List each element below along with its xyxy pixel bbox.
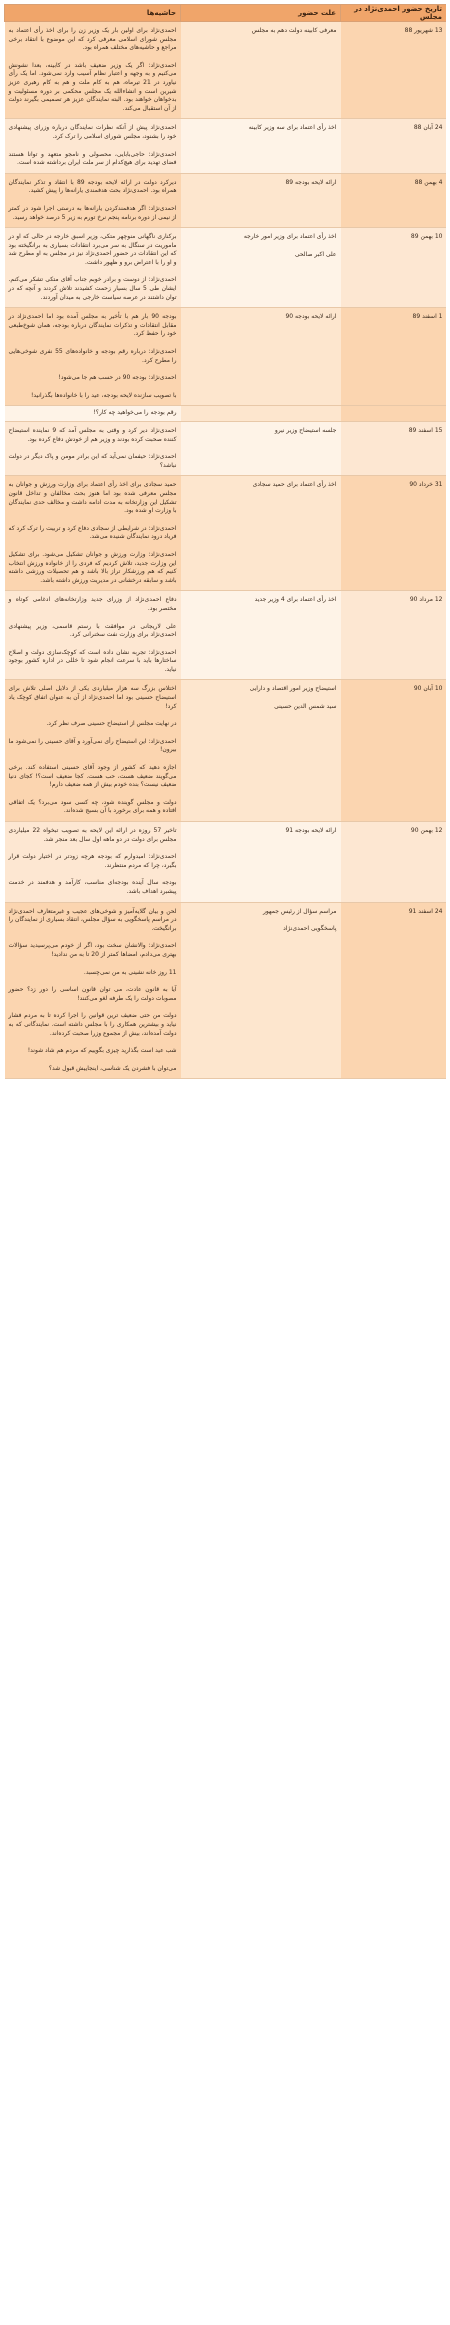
table-row	[5, 680, 447, 822]
visit-reason	[181, 422, 341, 476]
table-row	[5, 308, 447, 406]
visit-reason-subtitle: علی اکبر صالحی	[294, 250, 337, 258]
note-paragraph: احمدی‌نژاد پیش از آنکه نظرات نمایندگان درباره وزرای پیشنهادی خود را بشنود، مجلس شورای اسلامی را ترک کرد.	[8, 124, 177, 140]
note-paragraph: برکناری ناگهانی منوچهر متکی، وزیر اسبق خارجه در حالی که او در ماموریت در سنگال به سر می‌برد انتقادات بسیاری به برانگیخته بود که این انتقادات در حضور احمدی‌نژاد نیز در مجلس به او مطرح شد و او را با اعتراض برو و ظهور داشت.	[8, 233, 177, 266]
visit-reason	[181, 902, 341, 1079]
visit-date: 12 مرداد 90	[341, 591, 447, 680]
visit-notes	[5, 173, 181, 227]
visit-reason-text: ارائه لایحه بودجه 90	[285, 313, 337, 321]
table-header-row	[5, 5, 447, 22]
visit-notes	[5, 22, 181, 119]
note-paragraph: می‌توان با فشردن یک شناسی، اینجاییش قبول شد؟	[48, 1064, 177, 1072]
visit-reason-text: ارائه لایحه بودجه 91	[285, 827, 337, 834]
note-paragraph: احمدی‌نژاد دیر کرد و وقتی به مجلس آمد که 9 نماینده استیضاح کننده صحبت کرده بودند و وزیر هم از خودش دفاع کرده بود.	[8, 427, 177, 443]
note-spacer	[341, 406, 447, 422]
note-paragraph: بودجه سال آینده بودجه‌ای مناسب، کارآمد و هدفمند در خدمت پیشبرد اهداف باشد.	[8, 879, 177, 895]
note-paragraph: حمید سجادی برای اخذ رأی اعتماد برای وزارت ورزش و جوانان به مجلس معرفی شده بود اما هنوز بحث مخالفان و تداخل قانون تشکیل این وزارتخانه به مدت ادامه داشت و مخالف حدی نمایندگان با وزارت او شده بود.	[8, 481, 177, 515]
note-paragraph: احمدی‌نژاد: از دوست و برادر خوبم جناب آقای متکی تشکر می‌کنم. ایشان طی 5 سال بسیار زحمت کشیدند تلاش کردند و آنچه که در توان داشتند در عرصه سیاست خارجی به میدان آوردند.	[8, 276, 177, 301]
visit-date: 24 اسفند 91	[341, 902, 447, 1079]
note-paragraph: لحن و بیان گلایه‌آمیز و شوخی‌های عجیب و غیرمتعارف احمدی‌نژاد در مراسم پاسخگویی به سؤال مجلس، انتقاد بسیاری از نمایندگان را برانگیخت.	[8, 907, 177, 932]
visit-reason	[181, 822, 341, 903]
note-paragraph: احمدی‌نژاد: این استیضاح رأی نمی‌آورد و آقای حسینی را نمی‌شود ما بیرون!	[8, 737, 177, 754]
header-date: تاریخ حضور احمدی‌نژاد در مجلس	[341, 5, 447, 22]
visit-reason	[181, 680, 341, 822]
table-row	[5, 22, 447, 119]
note-paragraph: تاخیر 57 روزه در ارائه این لایحه به تصویب تبخواه 22 میلیاردی مجلس برای دولت در دو ماهه اول سال بعد منجر شد.	[8, 827, 177, 843]
visit-date: 10 بهمن 89	[341, 228, 447, 308]
parliament-visits-table	[4, 4, 446, 1079]
table-row	[5, 476, 447, 591]
table-body	[5, 22, 447, 1079]
table-row	[5, 119, 447, 173]
parliament-visits-table-wrapper	[4, 4, 446, 1079]
visit-reason-subtitle: سید شمس الدین حسینی	[274, 703, 337, 711]
visit-date: 10 آبان 90	[341, 680, 447, 822]
row-footnote: رقم بودجه را می‌خواهید چه کار؟!	[5, 406, 181, 422]
table-row	[5, 591, 447, 680]
note-paragraph: احمدی‌نژاد: امیدوارم که بودجه هرچه زودتر در اختیار دولت قرار بگیرد، چرا که مردم منتظرند.	[8, 853, 177, 869]
visit-reason-text: اخذ رأی اعتماد برای حمید سجادی	[252, 481, 337, 489]
note-paragraph: در نهایت مجلس از استیضاح حسینی صرف نظر کرد.	[46, 720, 177, 728]
note-paragraph: احمدی‌نژاد: اگر هدفمندکردن یارانه‌ها به درستی اجرا شود در کمتر از نیمی از دوره برنامه پنجم نرخ تورم به زیر 5 درصد خواهد رسید.	[8, 204, 177, 221]
visit-reason-text: معرفی کابینه دولت دهم به مجلس	[251, 27, 337, 34]
note-paragraph: دولت و مجلس گوینده شود، چه کسی سود می‌برد؟ یک اتفاقی افتاده و همه برای برخورد با آن بسیج شده‌اند.	[8, 798, 177, 815]
table-row	[5, 228, 447, 308]
visit-reason	[181, 173, 341, 227]
note-paragraph: علی لاریجانی در موافقت با رستم قاسمی، وزیر پیشنهادی احمدی‌نژاد برای وزارت نفت سخنرانی کرد.	[8, 622, 177, 639]
note-paragraph: احمدی‌نژاد برای اولین بار یک وزیر زن را برای اخذ رأی اعتماد به مجلس شورای اسلامی معرفی کرد که این موضوع با انتقاد برخی مراجع و حاشیه‌های مختلف همراه بود.	[8, 27, 177, 52]
visit-date: 4 بهمن 88	[341, 173, 447, 227]
note-paragraph: احمدی‌نژاد: اگر یک وزیر ضعیف باشد در کابینه، بعدا نشونش می‌کنیم و به وجهه و اعتبار نظام آسیب وارد نمی‌شود. اما یک رأی نیاورد در 21 تیرماه، هم به کام ملت و هم به کام رهبری عزیز شیرین است و انشاءالله یک مجلس محکمی بر دوره مسئولیت و بدخواهان خواهند بود. البته نمایندگان عزیز هر تصمیمی بگیرند دولت از آن استقبال می‌کند.	[8, 61, 177, 112]
visit-notes	[5, 476, 181, 591]
visit-notes	[5, 591, 181, 680]
visit-notes	[5, 119, 181, 173]
note-paragraph: احمدی‌نژاد: حیفمان نمی‌آید که این برادر مومن و پاک دیگر در دولت نباشد؟	[8, 453, 177, 469]
visit-reason-text: اخذ رأی اعتماد برای 4 وزیر جدید	[254, 596, 337, 604]
visit-date: 13 شهریور 88	[341, 22, 447, 119]
note-paragraph: آیا به قانون عادت، می‌ توان قانون اساسی را دور زد؟ حضور مصوبات دولت را یک طرفه لغو می‌کنند!	[8, 986, 177, 1002]
table-note-row	[5, 406, 447, 422]
note-spacer	[181, 406, 341, 422]
visit-notes	[5, 680, 181, 822]
header-reason: علت حضور	[181, 5, 341, 22]
note-paragraph: 11 روز خانه نشینی به من نمی‌چسبد.	[83, 968, 177, 976]
visit-reason-text: ارائه لایحه بودجه 89	[285, 178, 337, 186]
visit-reason	[181, 591, 341, 680]
visit-date: 24 آبان 88	[341, 119, 447, 173]
visit-reason-text: اخذ رأی اعتماد برای سه وزیر کابینه	[248, 124, 337, 132]
visit-reason	[181, 119, 341, 173]
visit-notes	[5, 228, 181, 308]
visit-reason	[181, 308, 341, 406]
note-paragraph: با تصویب سازنده لایحه بودجه، عید را با خانواده‌ها بگذرانید!	[30, 391, 177, 399]
note-paragraph: احمدی‌نژاد: والانشان سخت بود، اگر از خودم می‌پرسیدید سؤالات بهتری می‌دادم، امضاها کمتر از 20 تا به من ندادید!	[8, 942, 177, 958]
note-paragraph: احمدی‌نژاد: درباره رقم بودجه و خانواده‌های 55 نفری شوخی‌هایی را مطرح کرد.	[8, 348, 177, 364]
visit-notes	[5, 422, 181, 476]
note-paragraph: احمدی‌نژاد: تجربه نشان داده است که کوچک‌سازی دولت و اصلاح ساختارها باید با سرعت انجام شود تا خللی در اداره کشور بوجود نیاید.	[8, 648, 177, 673]
visit-reason	[181, 228, 341, 308]
note-paragraph: احمدی‌نژاد: حاجی‌بابایی، محصولی و نامجو متعهد و توانا هستند فضای تهدید برای هیچ‌کدام از سر ملت ایران برداشته شده است.	[8, 150, 177, 167]
table-row	[5, 173, 447, 227]
header-notes: حاشیه‌ها	[5, 5, 181, 22]
table-row	[5, 902, 447, 1079]
visit-date: 31 خرداد 90	[341, 476, 447, 591]
visit-reason	[181, 476, 341, 591]
visit-reason	[181, 22, 341, 119]
note-paragraph: دیرکرد دولت در ارائه لایحه بودجه 89 با انتقاد و تذکر نمایندگان همراه بود. احمدی‌نژاد بحث هدفمندی یارانه‌ها را پیش کشید.	[8, 178, 177, 195]
visit-notes	[5, 308, 181, 406]
note-paragraph: احمدی‌نژاد: در شرایطی از سجادی دفاع کرد و تربیت را ترک کرد که فریاد درود نمایندگان شنیده می‌شد.	[8, 524, 177, 541]
table-row	[5, 422, 447, 476]
visit-reason-text: جلسه استیضاح وزیر نیرو	[274, 427, 337, 434]
visit-date: 15 اسفند 89	[341, 422, 447, 476]
note-paragraph: احمدی‌نژاد: بودجه 90 در حسب هم جا می‌شود!	[58, 374, 177, 382]
note-paragraph: دفاع احمدی‌نژاد از وزرای جدید وزارتخانه‌های ادغامی کوتاه و مختصر بود.	[8, 596, 177, 612]
note-paragraph: بودجه 90 بار هم با تأخیر به مجلس آمده بود اما احمدی‌نژاد در مقابل انتقادات و تذکرات نمایندگان درباره بودجه، همان شوخ‌طبعی خود را حفظ کرد.	[8, 313, 177, 338]
visit-notes	[5, 822, 181, 903]
visit-reason-text: استیضاح وزیر امور اقتصاد و دارایی	[249, 685, 337, 693]
visit-reason-text: مراسم سؤال از رئیس جمهور	[262, 907, 337, 915]
visit-reason-text: اخذ رأی اعتماد برای وزیر امور خارجه	[243, 233, 337, 241]
visit-reason-subtitle: پاسخگویی احمدی‌نژاد	[283, 925, 337, 933]
note-paragraph: اجازه دهید که کشور از وجود آقای حسینی استفاده کند. برخی می‌گویند ضعیف هست، حب هست. کجا ضعیف است؟! کجای دنیا ضعیف نیست؟ بنده خودم بیش از همه ضعیف دارم!	[8, 764, 177, 789]
note-paragraph: اختلاس بزرگ سه هزار میلیاردی یکی از دلایل اصلی تلاش برای استیضاح حسینی بود اما احمدی‌نژاد از آن به عنوان اتفاق کوچک یاد کرد!	[8, 685, 177, 710]
table-row	[5, 822, 447, 903]
note-paragraph: احمدی‌نژاد: وزارت ورزش و جوانان تشکیل می‌شود. برای تشکیل این وزارت جدید، تلاش کردیم که فردی را از خانواده ورزش انتخاب کنیم که هم ورزشکار تراز بالا باشد و هم تحصیلات ورزشی داشته باشد و سابقه درخشانی در مدیریت ورزش داشته باشد.	[8, 550, 177, 584]
visit-date: 12 بهمن 90	[341, 822, 447, 903]
visit-notes	[5, 902, 181, 1079]
note-paragraph: شب عید است بگذارید چیزی بگوییم که مردم هم شاد شوند!	[27, 1047, 177, 1055]
visit-date: 1 اسفند 89	[341, 308, 447, 406]
note-paragraph: دولت من حتی ضعیف ترین قوانین را اجرا کرده تا به مردم فشار نیاید و بیشترین همکاری را با مجلس داشته است. نمایندگانی که به دولت آمده‌اند، بیش از مجموع وزرا صحبت کرده‌اند.	[8, 1012, 177, 1037]
